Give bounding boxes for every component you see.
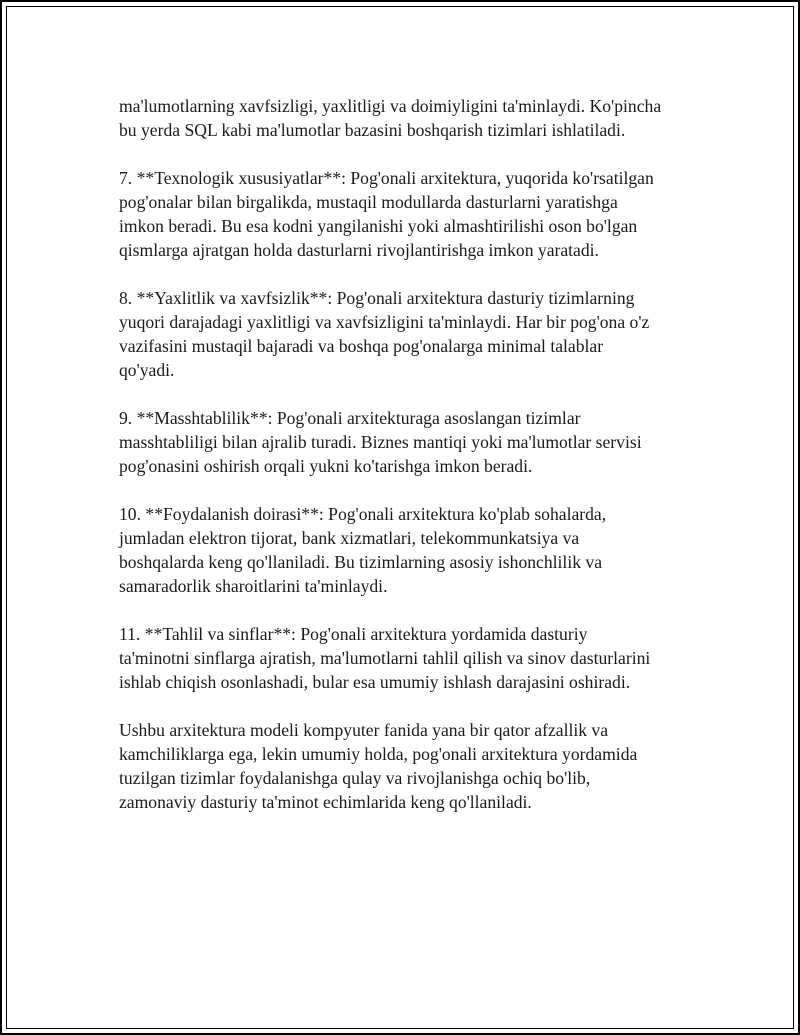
paragraph-item-11 <box>119 622 699 694</box>
text-line: bu yerda SQL kabi ma'lumotlar bazasini boshqarish tizimlari ishlatiladi. <box>119 120 626 140</box>
text-line: kamchiliklarga ega, lekin umumiy holda, pog'onali arxitektura yordamida <box>119 744 638 764</box>
text-line: ma'lumotlarning xavfsizligi, yaxlitligi va doimiyligini ta'minlaydi. Ko'pincha <box>119 96 662 116</box>
text-line: 10. **Foydalanish doirasi**: Pog'onali arxitektura ko'plab sohalarda, <box>119 504 607 524</box>
text-line: masshtabliligi bilan ajralib turadi. Biznes mantiqi yoki ma'lumotlar servisi <box>119 432 642 452</box>
text-line: samaradorlik sharoitlarini ta'minlaydi. <box>119 576 388 596</box>
paragraph-conclusion <box>119 718 699 814</box>
document-body <box>119 94 699 838</box>
text-line: qismlarga ajratgan holda dasturlarni rivojlantirishga imkon yaratadi. <box>119 240 599 260</box>
text-line: 7. **Texnologik xususiyatlar**: Pog'onali arxitektura, yuqorida ko'rsatilgan <box>119 168 654 188</box>
text-line: pog'onasini oshirish orqali yukni ko'tarishga imkon beradi. <box>119 456 533 476</box>
text-line: Ushbu arxitektura modeli kompyuter fanida yana bir qator afzallik va <box>119 720 609 740</box>
paragraph-intro-continuation <box>119 94 699 142</box>
text-line: jumladan elektron tijorat, bank xizmatlari, telekommunkatsiya va <box>119 528 580 548</box>
text-line: 9. **Masshtablilik**: Pog'onali arxitekturaga asoslangan tizimlar <box>119 408 581 428</box>
text-line: yuqori darajadagi yaxlitligi va xavfsizligini ta'minlaydi. Har bir pog'ona o'z <box>119 312 650 332</box>
text-line: boshqalarda keng qo'llaniladi. Bu tizimlarning asosiy ishonchlilik va <box>119 552 603 572</box>
text-line: pog'onalar bilan birgalikda, mustaqil modullarda dasturlarni yaratishga <box>119 192 618 212</box>
text-line: zamonaviy dasturiy ta'minot echimlarida keng qo'llaniladi. <box>119 792 532 812</box>
text-line: ta'minotni sinflarga ajratish, ma'lumotlarni tahlil qilish va sinov dasturlarini <box>119 648 651 668</box>
text-line: 8. **Yaxlitlik va xavfsizlik**: Pog'onali arxitektura dasturiy tizimlarning <box>119 288 635 308</box>
text-line: qo'yadi. <box>119 360 175 380</box>
text-line: tuzilgan tizimlar foydalanishga qulay va rivojlanishga ochiq bo'lib, <box>119 768 591 788</box>
paragraph-item-9 <box>119 406 699 478</box>
paragraph-item-8 <box>119 286 699 382</box>
text-line: vazifasini mustaqil bajaradi va boshqa pog'onalarga minimal talablar <box>119 336 604 356</box>
paragraph-item-7 <box>119 166 699 262</box>
text-line: imkon beradi. Bu esa kodni yangilanishi yoki almashtirilishi oson bo'lgan <box>119 216 638 236</box>
paragraph-item-10 <box>119 502 699 598</box>
text-line: 11. **Tahlil va sinflar**: Pog'onali arxitektura yordamida dasturiy <box>119 624 588 644</box>
text-line: ishlab chiqish osonlashadi, bular esa umumiy ishlash darajasini oshiradi. <box>119 672 631 692</box>
